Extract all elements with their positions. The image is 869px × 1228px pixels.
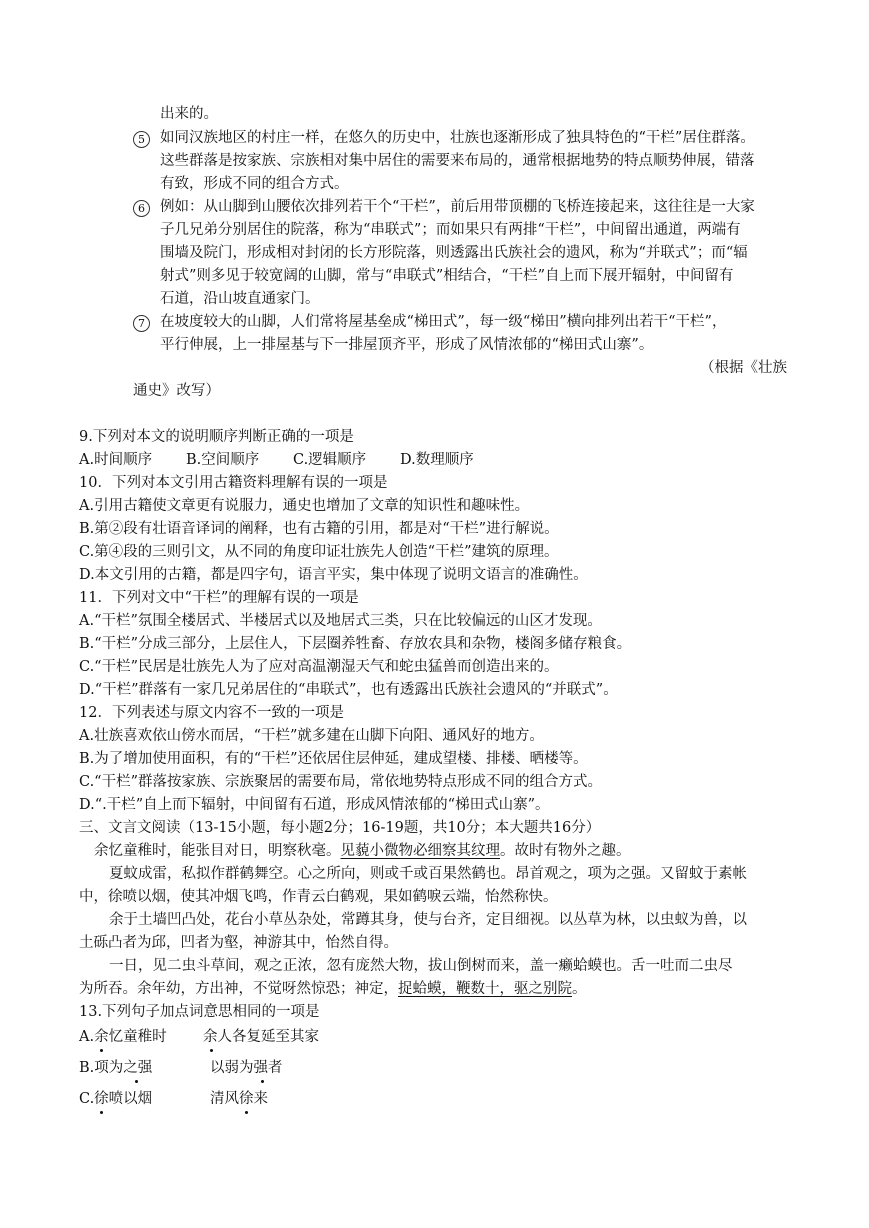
- q12-option-c: C.“干栏”群落按家族、宗族聚居的需要布局，常依地势特点形成不同的组合方式。: [79, 774, 603, 790]
- classical-para-4-text-end: 。: [572, 981, 587, 997]
- classical-para-4-line-1: 一日，见二虫斗草间，观之正浓，忽有庞然大物，拔山倒树而来，盖一癞蛤蟆也。舌一吐而二虫尽: [109, 958, 733, 974]
- paragraph-6-line-4: 射式”则多见于较宽阔的山脚，常与“串联式”相结合，“干栏”自上而下展开辐射，中间留有: [160, 268, 734, 284]
- q13-option-a-right: 余人各复延至其家: [203, 1029, 319, 1045]
- q10-option-c: C.第④段的三则引文，从不同的角度印证壮族先人创造“干栏”建筑的原理。: [79, 544, 559, 560]
- classical-para-1-text: 余忆童稚时，能张目对日，明察秋毫。: [94, 843, 341, 859]
- emphasis-dot-b-left: [135, 1080, 138, 1083]
- q13-option-a-left: [79, 1027, 167, 1047]
- q11-stem: 11．下列对文中“干栏”的理解有误的一项是: [79, 590, 359, 606]
- emphasis-dot-b-right: [261, 1080, 264, 1083]
- q13-stem: 13.下列句子加点词意思相同的一项是: [79, 1004, 320, 1020]
- q12-stem: 12．下列表述与原文内容不一致的一项是: [79, 705, 344, 721]
- q9-option-b: B.空间顺序: [186, 452, 260, 468]
- classical-para-3-line-1: 余于土墙凹凸处，花台小草丛杂处，常蹲其身，使与台齐，定目细视。以丛草为林，以虫蚁为兽，以: [109, 912, 747, 928]
- paragraph-6-line-3: 围墙及院门，形成相对封闭的长方形院落，则透露出氏族社会的遗风，称为“并联式”；而“辐: [160, 245, 748, 261]
- paragraph-5-line-1: 如同汉族地区的村庄一样，在悠久的历史中，壮族也逐渐形成了独具特色的“干栏”居住群落。: [160, 130, 755, 146]
- emphasis-dot-c-left: [100, 1111, 103, 1114]
- q12-option-a: A.壮族喜欢依山傍水而居，“干栏”就多建在山脚下向阳、通风好的地方。: [79, 728, 544, 744]
- q11-option-c: C.“干栏”民居是壮族先人为了应对高温潮湿天气和蛇虫猛兽而创造出来的。: [79, 659, 559, 675]
- emphasis-dot-a-right: [210, 1049, 213, 1052]
- q13-option-c-left: C.徐喷以烟: [79, 1091, 153, 1107]
- q11-option-d: D.“干栏”群落有一家几兄弟居住的“串联式”，也有透露出氏族社会遗风的“并联式”。: [79, 682, 618, 698]
- classical-para-3-line-2: 土砾凸者为邱，凹者为壑，神游其中，怡然自得。: [79, 935, 398, 951]
- paragraph-6-line-1: 例如：从山脚到山腰依次排列若干个“干栏”，前后用带顶棚的飞桥连接起来，这往往是一大家: [160, 199, 755, 215]
- emphasis-dot-a-left: [100, 1049, 103, 1052]
- classical-para-4-line-2: [79, 979, 587, 999]
- classical-para-2-line-1: 夏蚊成雷，私拟作群鹤舞空。心之所向，则或千或百果然鹤也。昂首观之，项为之强。又留蚊于素帐: [109, 866, 747, 882]
- classical-para-4-text: 为所吞。余年幼，方出神，不觉呀然惊恐；神定，: [79, 981, 398, 997]
- q12-option-b: B.为了增加使用面积，有的“干栏”还依居住层伸延，建成望楼、排楼、晒楼等。: [79, 751, 588, 767]
- paragraph-number-6: 6: [133, 200, 150, 217]
- paragraph-6-line-2: 子几兄弟分别居住的院落，称为“串联式”；而如果只有两排“干栏”，中间留出通道，两端有: [160, 222, 741, 238]
- q13-option-b-left: B.项为之强: [79, 1060, 153, 1076]
- paragraph-number-5: 5: [133, 131, 150, 148]
- q9-stem: 9.下列对本文的说明顺序判断正确的一项是: [79, 429, 354, 445]
- section-3-heading: 三、文言文阅读（13-15小题，每小题2分；16-19题，共10分；本大题共16分）: [79, 820, 601, 836]
- source-note-line-1: （根据《壮族: [700, 360, 787, 376]
- q9-option-d: D.数理顺序: [400, 452, 474, 468]
- q12-option-d: D.“.干栏”自上而下辐射，中间留有石道，形成风情浓郁的“梯田式山寨”。: [79, 797, 550, 813]
- paragraph-7-line-1: 在坡度较大的山脚，人们常将屋基垒成“梯田式”，每一级“梯田”横向排列出若干“干栏”，: [160, 314, 727, 330]
- paragraph-5-line-2: 这些群落是按家族、宗族相对集中居住的需要来布局的，通常根据地势的特点顺势伸展，错落: [160, 153, 755, 169]
- q13-option-c-right: 清风徐来: [210, 1091, 268, 1107]
- q11-option-a: A.“干栏”氛围全楼居式、半楼居式以及地居式三类，只在比较偏远的山区才发现。: [79, 613, 602, 629]
- source-note-line-2: 通史》改写）: [133, 383, 220, 399]
- q10-option-d: D.本文引用的古籍，都是四字句，语言平实，集中体现了说明文语言的准确性。: [79, 567, 588, 583]
- q9-option-c: C.逻辑顺序: [293, 452, 367, 468]
- classical-para-1: [94, 841, 631, 861]
- classical-para-2-line-2: 中，徐喷以烟，使其冲烟飞鸣，作青云白鹤观，果如鹤唳云端，怡然称快。: [79, 889, 558, 905]
- underlined-sentence-2: 捉蛤蟆，鞭数十，驱之别院: [398, 981, 572, 997]
- emphasis-dot-c-right: [245, 1111, 248, 1114]
- q11-option-b: B.“干栏”分成三部分，上层住人，下层圈养牲畜、存放农具和杂物，楼阁多储存粮食。: [79, 636, 632, 652]
- classical-para-1-text-end: 。故时有物外之趣。: [500, 843, 631, 859]
- q10-option-b: B.第②段有壮语音译词的阐释，也有古籍的引用，都是对“干栏”进行解说。: [79, 521, 559, 537]
- paragraph-5-line-3: 有致，形成不同的组合方式。: [160, 176, 349, 192]
- paragraph-4-tail: 出来的。: [160, 106, 218, 122]
- q10-option-a: A.引用古籍使文章更有说服力，通史也增加了文章的知识性和趣味性。: [79, 498, 530, 514]
- paragraph-7-line-2: 平行伸展，上一排屋基与下一排屋顶齐平，形成了风情浓郁的“梯田式山寨”。: [160, 337, 654, 353]
- paragraph-6-line-5: 石道，沿山坡直通家门。: [160, 291, 320, 307]
- underlined-sentence-1: 见藐小微物必细察其纹理: [340, 843, 500, 859]
- q9-option-a: A.时间顺序: [79, 452, 153, 468]
- q13-option-b-right: 以弱为强者: [210, 1060, 283, 1076]
- q10-stem: 10．下列对本文引用古籍资料理解有误的一项是: [79, 475, 388, 491]
- q13-a-left-text: A.余忆童稚时: [79, 1029, 167, 1045]
- paragraph-number-7: 7: [133, 315, 150, 332]
